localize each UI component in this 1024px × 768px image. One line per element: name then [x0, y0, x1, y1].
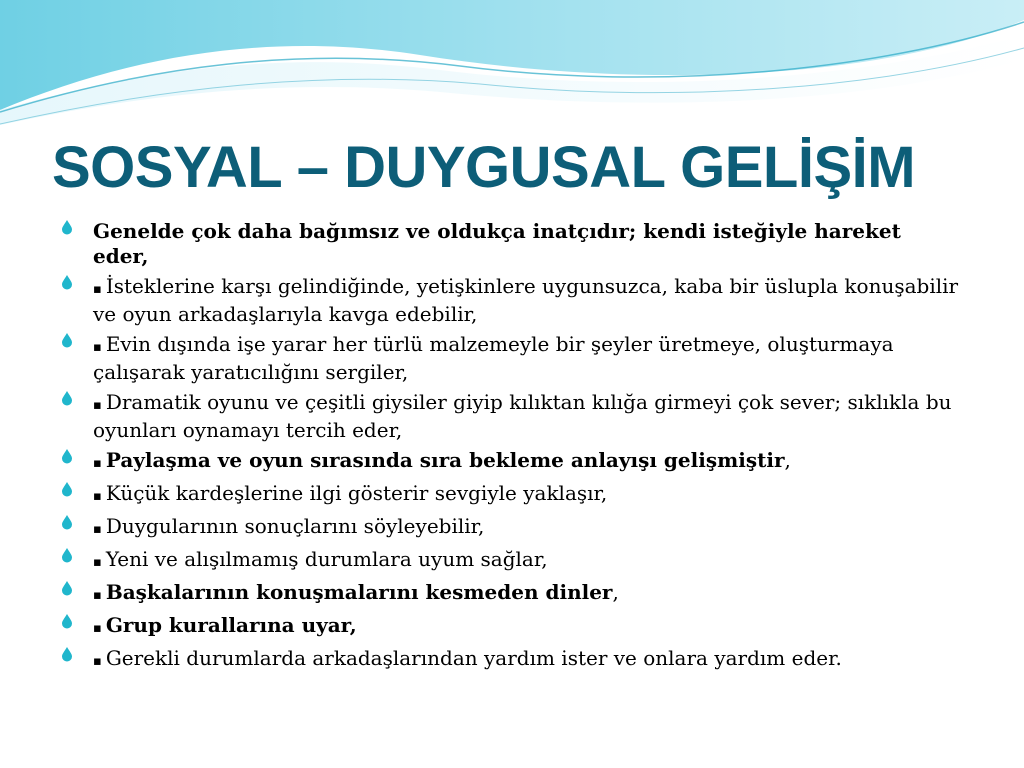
square-marker: ▪ [93, 398, 102, 413]
bullet-item [60, 332, 960, 385]
bullet-item [60, 514, 960, 542]
teardrop-bullet-icon [60, 390, 74, 404]
bullet-text: İsteklerine karşı gelindiğinde, yetişkinlere uygunsuzca, kaba bir üslupla konuşabilir ve oyun arkadaşlarıyla kavga edebilir, [93, 274, 959, 326]
teardrop-bullet-icon [60, 613, 74, 627]
square-marker: ▪ [93, 282, 102, 297]
bullet-item [60, 448, 960, 476]
square-marker: ▪ [93, 555, 102, 570]
bullet-item [60, 613, 960, 641]
header-wave-decoration [0, 0, 1024, 130]
bullet-text: Gerekli durumlarda arkadaşlarından yardım ister ve onlara yardım eder. [105, 646, 842, 670]
bullet-item [60, 390, 960, 443]
square-marker: ▪ [93, 340, 102, 355]
square-marker: ▪ [93, 456, 102, 471]
bullet-text-bold: Grup kurallarına uyar, [105, 613, 357, 637]
bullet-text: Küçük kardeşlerine ilgi gösterir sevgiyle yaklaşır, [105, 481, 608, 505]
square-marker: ▪ [93, 489, 102, 504]
teardrop-bullet-icon [60, 448, 74, 462]
slide-title: SOSYAL – DUYGUSAL GELİŞİM [52, 135, 916, 200]
bullet-text-tail: , [784, 448, 791, 472]
bullet-text-bold: Başkalarının konuşmalarını kesmeden dinler [105, 580, 613, 604]
square-marker: ▪ [93, 654, 102, 669]
teardrop-bullet-icon [60, 274, 74, 288]
bullet-text: Duygularının sonuçlarını söyleyebilir, [105, 514, 485, 538]
teardrop-bullet-icon [60, 332, 74, 346]
teardrop-bullet-icon [60, 646, 74, 660]
bullet-text: Yeni ve alışılmamış durumlara uyum sağlar, [105, 547, 548, 571]
bullet-text-bold: Paylaşma ve oyun sırasında sıra bekleme anlayışı gelişmiştir [105, 448, 785, 472]
bullet-text: Dramatik oyunu ve çeşitli giysiler giyip kılıktan kılığa girmeyi çok sever; sıklıkla bu oyunları oynamayı tercih eder, [93, 390, 952, 442]
square-marker: ▪ [93, 588, 102, 603]
bullet-item [60, 547, 960, 575]
teardrop-bullet-icon [60, 547, 74, 561]
teardrop-bullet-icon [60, 481, 74, 495]
bullet-item [60, 646, 960, 674]
bullet-text-tail: , [612, 580, 619, 604]
teardrop-bullet-icon [60, 219, 74, 233]
bullet-item [60, 481, 960, 509]
bullet-item [60, 580, 960, 608]
bullet-text: Evin dışında işe yarar her türlü malzemeyle bir şeyler üretmeye, oluşturmaya çalışarak yaratıcılığını sergiler, [93, 332, 894, 384]
bullet-text-bold: Genelde çok daha bağımsız ve oldukça inatçıdır; kendi isteğiyle hareket eder, [93, 219, 901, 268]
teardrop-bullet-icon [60, 514, 74, 528]
teardrop-bullet-icon [60, 580, 74, 594]
square-marker: ▪ [93, 522, 102, 537]
bullet-item [60, 219, 960, 269]
square-marker: ▪ [93, 621, 102, 636]
bullet-item [60, 274, 960, 327]
bullet-list [60, 219, 960, 679]
